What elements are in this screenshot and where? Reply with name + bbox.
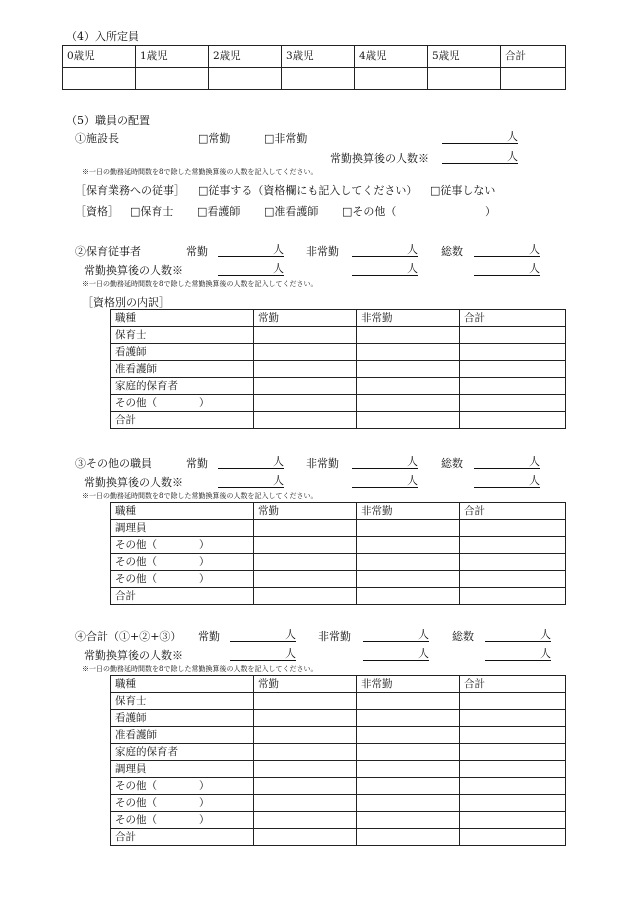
input-cell[interactable] xyxy=(254,537,357,554)
table-row xyxy=(111,554,566,571)
input-cell[interactable] xyxy=(254,571,357,588)
note-text: ※一日の勤務延時間数を8で除した常勤換算後の人数を記入してください。 xyxy=(82,665,318,673)
table-row xyxy=(111,537,566,554)
input-cell[interactable] xyxy=(254,520,357,537)
total-label: 総数 xyxy=(441,457,463,470)
input-cell[interactable] xyxy=(460,744,566,761)
conv-label: 常勤換算後の人数※ xyxy=(84,476,183,489)
input-cell[interactable] xyxy=(254,829,357,846)
input-cell[interactable] xyxy=(254,693,357,710)
input-cell[interactable] xyxy=(254,554,357,571)
other-staff-label: ③その他の職員 xyxy=(75,457,152,470)
section-4-title: （4）入所定員 xyxy=(66,30,139,43)
capacity-input-cell[interactable] xyxy=(501,68,566,90)
director-fulltime-checkbox[interactable]: □常勤 xyxy=(198,132,231,145)
note-text: ※一日の勤務延時間数を8で除した常勤換算後の人数を記入してください。 xyxy=(82,280,318,288)
capacity-header-cell: 1歳児 xyxy=(136,46,209,68)
capacity-input-cell[interactable] xyxy=(355,68,428,90)
parttime-label: 非常勤 xyxy=(306,245,339,258)
nursery-fulltime-field[interactable]: 人 xyxy=(218,244,284,257)
breakdown-label: ［資格別の内訳］ xyxy=(82,296,170,309)
input-cell[interactable] xyxy=(254,412,357,429)
input-cell[interactable] xyxy=(357,554,460,571)
care-duty-no-checkbox[interactable]: □従事しない xyxy=(430,184,496,197)
table-header-row xyxy=(111,503,566,520)
nursery-total-field[interactable]: 人 xyxy=(474,244,540,257)
fulltime-label: 常勤 xyxy=(186,245,208,258)
input-cell[interactable] xyxy=(357,795,460,812)
input-cell[interactable] xyxy=(357,727,460,744)
capacity-input-row xyxy=(63,68,566,90)
input-cell[interactable] xyxy=(460,412,566,429)
other-conv-fulltime-field[interactable]: 人 xyxy=(218,475,284,488)
qual-nurse-checkbox[interactable]: □看護師 xyxy=(197,205,241,218)
col-header: 常勤 xyxy=(254,503,357,520)
role-label: 看護師 xyxy=(111,710,254,727)
qual-other-close: ） xyxy=(485,205,496,218)
table-row xyxy=(111,778,566,795)
input-cell[interactable] xyxy=(460,829,566,846)
director-conv-label: 常勤換算後の人数※ xyxy=(330,152,429,165)
role-label: 合計 xyxy=(111,412,254,429)
director-label: ①施設長 xyxy=(75,132,119,145)
sum-label: ④合計（①+②+③） xyxy=(75,630,182,643)
other-total-field[interactable]: 人 xyxy=(474,456,540,469)
table-row xyxy=(111,710,566,727)
capacity-table xyxy=(62,45,566,90)
role-label: 家庭的保育者 xyxy=(111,744,254,761)
input-cell[interactable] xyxy=(357,710,460,727)
input-cell[interactable] xyxy=(254,327,357,344)
table-row xyxy=(111,829,566,846)
capacity-header-cell: 3歳児 xyxy=(282,46,355,68)
input-cell[interactable] xyxy=(357,812,460,829)
qual-assistant-nurse-checkbox[interactable]: □准看護師 xyxy=(264,205,319,218)
input-cell[interactable] xyxy=(357,778,460,795)
capacity-input-cell[interactable] xyxy=(136,68,209,90)
input-cell[interactable] xyxy=(254,378,357,395)
table-row xyxy=(111,744,566,761)
col-header: 合計 xyxy=(460,310,566,327)
input-cell[interactable] xyxy=(254,778,357,795)
note-text: ※一日の勤務延時間数を8で除した常勤換算後の人数を記入してください。 xyxy=(82,492,318,500)
input-cell[interactable] xyxy=(460,812,566,829)
input-cell[interactable] xyxy=(357,520,460,537)
other-conv-parttime-field[interactable]: 人 xyxy=(352,475,418,488)
capacity-header-cell: 4歳児 xyxy=(355,46,428,68)
table-row xyxy=(111,571,566,588)
nursery-staff-label: ②保育従事者 xyxy=(75,245,141,258)
role-label: 准看護師 xyxy=(111,361,254,378)
sum-conv-fulltime-field[interactable]: 人 xyxy=(230,648,296,661)
nursery-conv-parttime-field[interactable]: 人 xyxy=(352,263,418,276)
capacity-input-cell[interactable] xyxy=(63,68,136,90)
table-row xyxy=(111,412,566,429)
note-text: ※一日の勤務延時間数を8で除した常勤換算後の人数を記入してください。 xyxy=(82,168,318,176)
role-label: 看護師 xyxy=(111,344,254,361)
input-cell[interactable] xyxy=(357,378,460,395)
input-cell[interactable] xyxy=(460,395,566,412)
col-header: 非常勤 xyxy=(357,503,460,520)
input-cell[interactable] xyxy=(357,395,460,412)
sum-conv-total-field[interactable]: 人 xyxy=(485,648,551,661)
col-header: 非常勤 xyxy=(357,310,460,327)
input-cell[interactable] xyxy=(357,693,460,710)
total-label: 総数 xyxy=(452,630,474,643)
col-header: 職種 xyxy=(111,310,254,327)
input-cell[interactable] xyxy=(460,344,566,361)
table-row xyxy=(111,395,566,412)
input-cell[interactable] xyxy=(357,571,460,588)
qual-other-checkbox[interactable]: □その他（ xyxy=(342,205,397,218)
input-cell[interactable] xyxy=(254,744,357,761)
col-header: 職種 xyxy=(111,676,254,693)
table-row xyxy=(111,361,566,378)
role-label: 保育士 xyxy=(111,327,254,344)
parttime-label: 非常勤 xyxy=(306,457,339,470)
input-cell[interactable] xyxy=(357,761,460,778)
role-label: 合計 xyxy=(111,588,254,605)
input-cell[interactable] xyxy=(460,520,566,537)
table-row xyxy=(111,693,566,710)
role-label: その他（ ） xyxy=(111,812,254,829)
input-cell[interactable] xyxy=(357,588,460,605)
nursery-breakdown-table xyxy=(110,309,566,429)
nursery-parttime-field[interactable]: 人 xyxy=(352,244,418,257)
input-cell[interactable] xyxy=(254,812,357,829)
input-cell[interactable] xyxy=(357,829,460,846)
input-cell[interactable] xyxy=(357,344,460,361)
table-row xyxy=(111,812,566,829)
input-cell[interactable] xyxy=(460,727,566,744)
input-cell[interactable] xyxy=(254,761,357,778)
input-cell[interactable] xyxy=(254,727,357,744)
parttime-label: 非常勤 xyxy=(318,630,351,643)
table-row xyxy=(111,344,566,361)
other-fulltime-field[interactable]: 人 xyxy=(218,456,284,469)
table-row xyxy=(111,795,566,812)
input-cell[interactable] xyxy=(460,327,566,344)
role-label: 家庭的保育者 xyxy=(111,378,254,395)
sum-total-field[interactable]: 人 xyxy=(485,629,551,642)
table-row xyxy=(111,520,566,537)
role-label: 調理員 xyxy=(111,761,254,778)
table-row xyxy=(111,727,566,744)
capacity-header-cell: 合計 xyxy=(501,46,566,68)
total-label: 総数 xyxy=(441,245,463,258)
input-cell[interactable] xyxy=(254,795,357,812)
input-cell[interactable] xyxy=(357,412,460,429)
capacity-header-cell: 5歳児 xyxy=(428,46,501,68)
role-label: その他（ ） xyxy=(111,395,254,412)
role-label: 保育士 xyxy=(111,693,254,710)
input-cell[interactable] xyxy=(357,361,460,378)
fulltime-label: 常勤 xyxy=(198,630,220,643)
director-parttime-checkbox[interactable]: □非常勤 xyxy=(264,132,308,145)
qual-nursery-teacher-checkbox[interactable]: □保育士 xyxy=(130,205,174,218)
col-header: 常勤 xyxy=(254,310,357,327)
role-label: その他（ ） xyxy=(111,795,254,812)
input-cell[interactable] xyxy=(460,710,566,727)
col-header: 非常勤 xyxy=(357,676,460,693)
capacity-input-cell[interactable] xyxy=(282,68,355,90)
input-cell[interactable] xyxy=(460,778,566,795)
capacity-input-cell[interactable] xyxy=(209,68,282,90)
input-cell[interactable] xyxy=(357,327,460,344)
other-staff-table xyxy=(110,502,566,605)
role-label: 准看護師 xyxy=(111,727,254,744)
input-cell[interactable] xyxy=(357,744,460,761)
role-label: その他（ ） xyxy=(111,537,254,554)
input-cell[interactable] xyxy=(254,395,357,412)
other-conv-total-field[interactable]: 人 xyxy=(474,475,540,488)
table-row xyxy=(111,378,566,395)
input-cell[interactable] xyxy=(460,795,566,812)
sum-table xyxy=(110,675,566,846)
nursery-conv-total-field[interactable]: 人 xyxy=(474,263,540,276)
role-label: 合計 xyxy=(111,829,254,846)
role-label: その他（ ） xyxy=(111,778,254,795)
input-cell[interactable] xyxy=(357,537,460,554)
other-parttime-field[interactable]: 人 xyxy=(352,456,418,469)
director-count-field[interactable]: 人 xyxy=(442,131,518,144)
capacity-header-cell: 2歳児 xyxy=(209,46,282,68)
fulltime-label: 常勤 xyxy=(186,457,208,470)
input-cell[interactable] xyxy=(460,554,566,571)
care-duty-label: ［保育業務への従事］ xyxy=(75,184,185,197)
sum-parttime-field[interactable]: 人 xyxy=(363,629,429,642)
sum-conv-parttime-field[interactable]: 人 xyxy=(363,648,429,661)
input-cell[interactable] xyxy=(254,710,357,727)
sum-fulltime-field[interactable]: 人 xyxy=(230,629,296,642)
col-header: 合計 xyxy=(460,676,566,693)
role-label: その他（ ） xyxy=(111,554,254,571)
table-row xyxy=(111,761,566,778)
input-cell[interactable] xyxy=(460,571,566,588)
table-header-row xyxy=(111,310,566,327)
role-label: 調理員 xyxy=(111,520,254,537)
conv-label: 常勤換算後の人数※ xyxy=(84,264,183,277)
table-row xyxy=(111,588,566,605)
nursery-conv-fulltime-field[interactable]: 人 xyxy=(218,263,284,276)
care-duty-yes-checkbox[interactable]: □従事する（資格欄にも記入してください） xyxy=(198,184,418,197)
input-cell[interactable] xyxy=(460,537,566,554)
capacity-header-cell: 0歳児 xyxy=(63,46,136,68)
col-header: 職種 xyxy=(111,503,254,520)
role-label: その他（ ） xyxy=(111,571,254,588)
input-cell[interactable] xyxy=(254,588,357,605)
input-cell[interactable] xyxy=(460,693,566,710)
capacity-header-row xyxy=(63,46,566,68)
input-cell[interactable] xyxy=(460,361,566,378)
input-cell[interactable] xyxy=(460,761,566,778)
input-cell[interactable] xyxy=(460,378,566,395)
section-5-title: （5）職員の配置 xyxy=(66,114,150,127)
input-cell[interactable] xyxy=(254,361,357,378)
conv-label: 常勤換算後の人数※ xyxy=(84,649,183,662)
director-conv-field[interactable]: 人 xyxy=(442,151,518,164)
table-row xyxy=(111,327,566,344)
capacity-input-cell[interactable] xyxy=(428,68,501,90)
col-header: 常勤 xyxy=(254,676,357,693)
input-cell[interactable] xyxy=(254,344,357,361)
col-header: 合計 xyxy=(460,503,566,520)
input-cell[interactable] xyxy=(460,588,566,605)
qualification-label: ［資格］ xyxy=(75,205,119,218)
table-header-row xyxy=(111,676,566,693)
